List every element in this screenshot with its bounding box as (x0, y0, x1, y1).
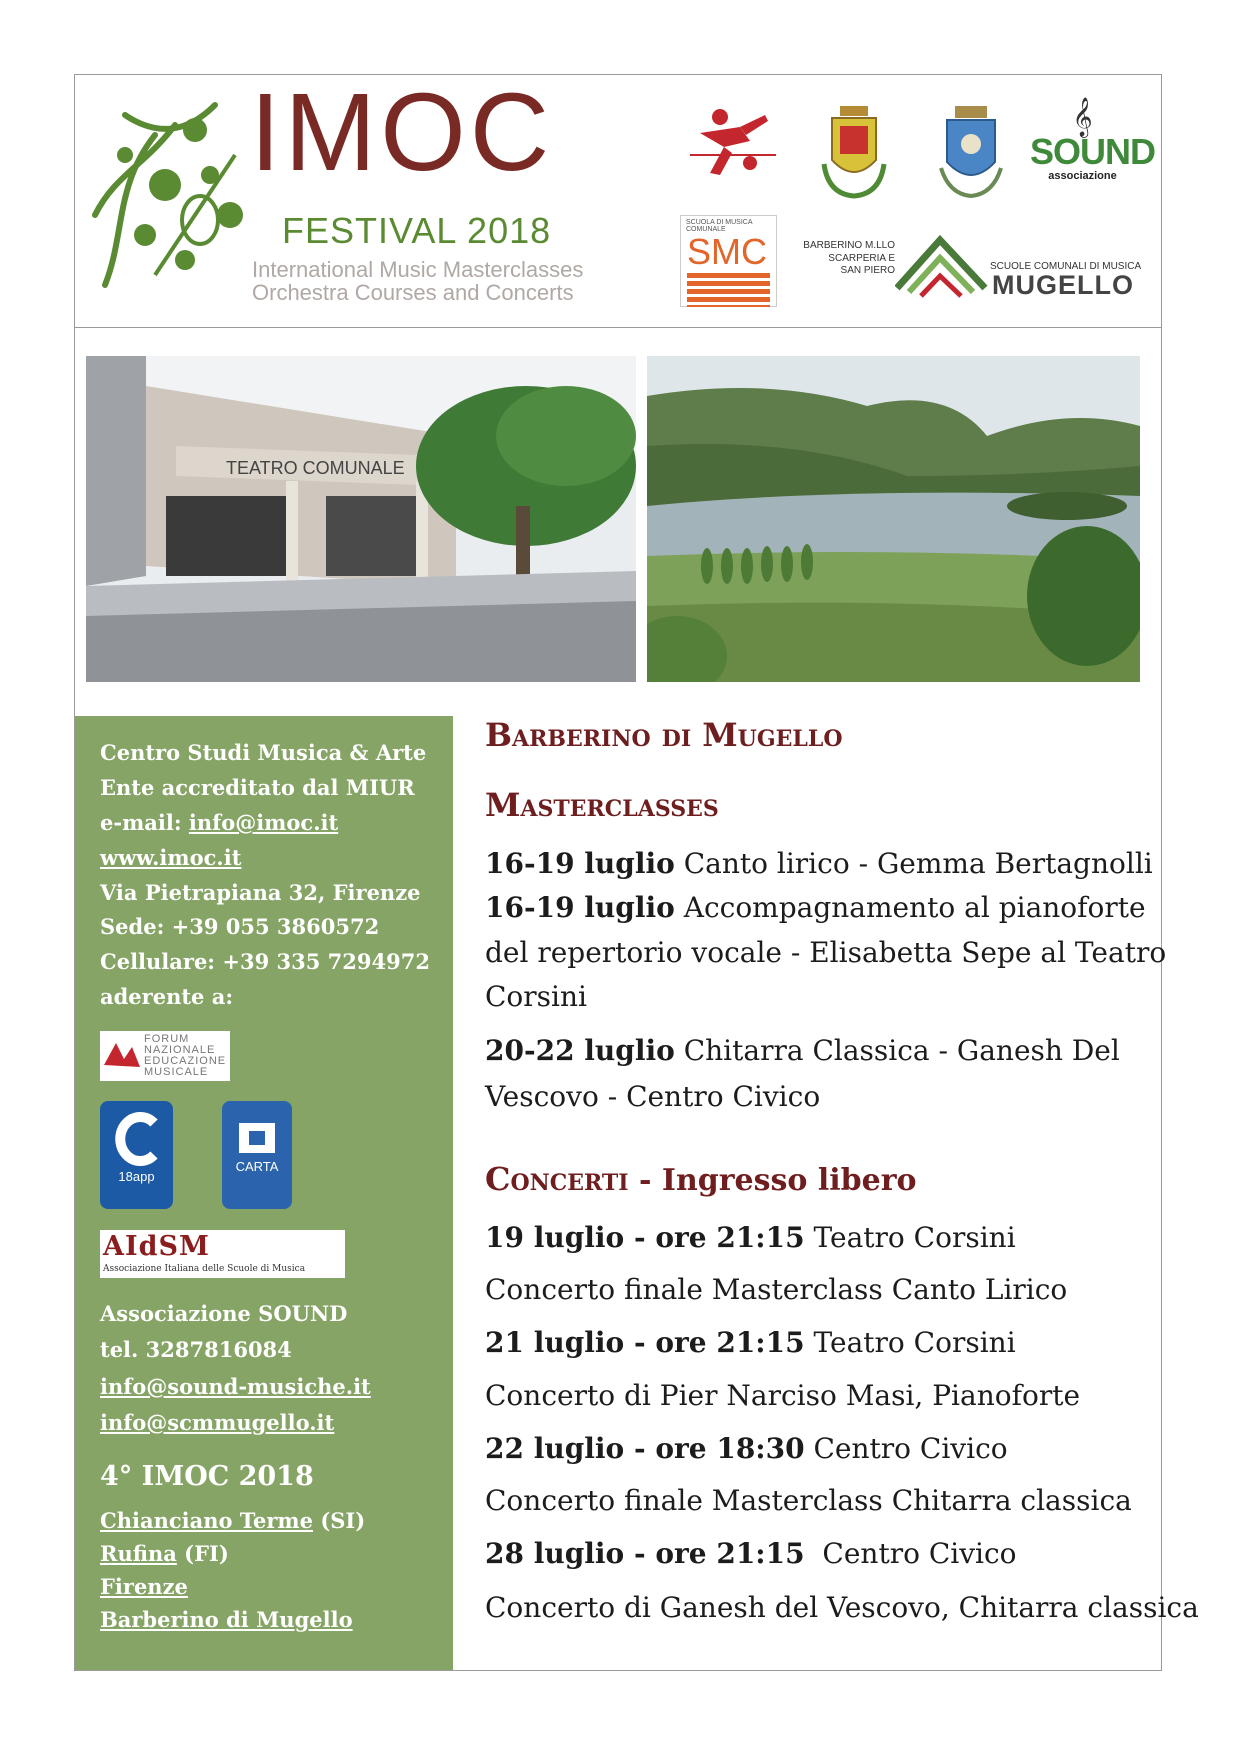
concerti-subtitle: - Ingresso libero (628, 1163, 917, 1198)
imoc-logo-title: IMOC (250, 71, 554, 194)
concert-line (485, 1326, 1016, 1359)
email-label: e-mail: (100, 810, 189, 835)
crest-barberino-icon (818, 104, 890, 202)
18app-label: 18app (118, 1169, 155, 1184)
lake-photo (647, 356, 1140, 682)
location-rufina (100, 1541, 229, 1566)
forum-text-line3: EDUCAZIONE (144, 1055, 227, 1067)
mugello-logo-towns (795, 240, 895, 278)
crest-scarperia-icon (935, 104, 1007, 202)
email-link[interactable]: info@imoc.it (188, 810, 339, 835)
location-province: (SI) (313, 1508, 366, 1533)
sound-email-link[interactable]: info@sound-musiche.it (100, 1374, 371, 1399)
forum-text-line1: FORUM (144, 1033, 190, 1045)
carta-docente-badge (222, 1101, 292, 1209)
masterclass-text: Accompagnamento al pianoforte (674, 891, 1146, 924)
concert-venue: Centro Civico (804, 1537, 1017, 1570)
location-link-chianciano[interactable]: Chianciano Terme (100, 1508, 314, 1533)
forum-logo-icon (102, 1037, 142, 1075)
sound-association-logo (1030, 97, 1156, 200)
concerti-heading (485, 1160, 917, 1198)
sound-logo-sub: associazione (1048, 170, 1117, 182)
partner-logo-red-figure (680, 103, 780, 183)
festival-title: FESTIVAL 2018 (282, 210, 552, 251)
location-province: (FI) (176, 1541, 229, 1566)
concert-time: - ore 18:30 (624, 1432, 805, 1465)
mugello-schools-logo (795, 228, 1140, 303)
org-address: Via Pietrapiana 32, Firenze (100, 880, 421, 905)
mugello-town-line2: SCARPERIA E (828, 252, 895, 264)
smc-logo (680, 215, 777, 307)
masterclass-line (485, 891, 1146, 924)
location-link-rufina[interactable]: Rufina (100, 1541, 177, 1566)
scm-email-link[interactable]: info@scmmugello.it (100, 1410, 335, 1435)
masterclass-date: 20-22 luglio (485, 1034, 675, 1067)
aidsm-logo-word: AIdSM (103, 1231, 210, 1262)
concert-line (485, 1537, 1017, 1570)
smc-stripes-icon (687, 273, 770, 307)
location-link-firenze[interactable]: Firenze (100, 1574, 188, 1599)
smc-logo-caption: SCUOLA DI MUSICA COMUNALE (686, 219, 753, 233)
theatre-sign-text: TEATRO COMUNALE (226, 458, 405, 478)
masterclass-date: 16-19 luglio (485, 891, 675, 924)
concerti-title: Concerti (485, 1160, 629, 1198)
concert-date: 22 luglio (485, 1432, 625, 1465)
concert-description: Concerto di Pier Narciso Masi, Pianoforte (485, 1379, 1081, 1412)
aidsm-badge (100, 1230, 345, 1278)
18app-badge (100, 1101, 173, 1209)
concert-time: - ore 21:15 (624, 1537, 805, 1570)
masterclass-date: 16-19 luglio (485, 847, 675, 880)
logo-subtitle-line1: International Music Masterclasses (252, 257, 584, 282)
org-mobile: Cellulare: +39 335 7294972 (100, 949, 430, 974)
mugello-town-line3: SAN PIERO (840, 265, 895, 276)
logo-subtitle-line2: Orchestra Courses and Concerts (252, 280, 574, 305)
concert-description: Concerto di Ganesh del Vescovo, Chitarra classica (485, 1591, 1199, 1624)
treble-clef-icon: 𝄞 (1072, 97, 1093, 137)
sound-logo-word: SOUND (1030, 131, 1156, 172)
concert-venue: Centro Civico (804, 1432, 1008, 1465)
concert-description: Concerto finale Masterclass Canto Lirico (485, 1273, 1068, 1306)
masterclasses-heading: Masterclasses (485, 786, 719, 824)
concert-venue: Teatro Corsini (804, 1221, 1016, 1254)
edition-title: 4° IMOC 2018 (100, 1461, 314, 1492)
concert-line (485, 1432, 1008, 1465)
masterclass-line: Vescovo - Centro Civico (485, 1080, 821, 1113)
forum-educazione-badge (100, 1031, 230, 1081)
forum-text-line4: MUSICALE (144, 1066, 209, 1078)
masterclass-line: del repertorio vocale - Elisabetta Sepe al Teatro (485, 936, 1167, 969)
concert-line (485, 1221, 1016, 1254)
member-of-label: aderente a: (100, 984, 234, 1009)
18app-logo-icon (112, 1111, 162, 1166)
theatre-photo (86, 356, 636, 682)
mugello-logo-top: SCUOLE COMUNALI DI MUSICA (990, 261, 1142, 272)
mugello-logo-word: MUGELLO (992, 270, 1134, 300)
forum-text-line2: NAZIONALE (144, 1044, 216, 1056)
org-email-line (100, 810, 338, 835)
concert-date: 21 luglio (485, 1326, 625, 1359)
carta-logo-icon (239, 1123, 275, 1153)
concert-description: Concerto finale Masterclass Chitarra classica (485, 1484, 1132, 1517)
sound-assoc-tel: tel. 3287816084 (100, 1337, 292, 1362)
masterclass-text: Canto lirico - Gemma Bertagnolli (674, 847, 1153, 880)
org-name: Centro Studi Musica & Arte (100, 740, 427, 765)
concert-venue: Teatro Corsini (804, 1326, 1016, 1359)
concert-date: 19 luglio (485, 1221, 625, 1254)
mugello-town-line1: BARBERINO M.LLO (803, 240, 895, 251)
concert-time: - ore 21:15 (624, 1326, 805, 1359)
org-phone: Sede: +39 055 3860572 (100, 914, 380, 939)
mountain-chevron-icon (895, 228, 995, 298)
website-link[interactable]: www.imoc.it (100, 845, 242, 870)
masterclass-text: Chitarra Classica - Ganesh Del (674, 1034, 1120, 1067)
smc-logo-word: SMC (687, 231, 767, 272)
forum-badge-text (144, 1034, 226, 1078)
carta-label: CARTA (235, 1159, 279, 1174)
concert-date: 28 luglio (485, 1537, 625, 1570)
aidsm-logo-sub: Associazione Italiana delle Scuole di Musica (103, 1264, 306, 1274)
masterclass-line (485, 1034, 1120, 1067)
location-link-barberino[interactable]: Barberino di Mugello (100, 1607, 353, 1632)
location-chianciano (100, 1508, 365, 1533)
place-title: Barberino di Mugello (485, 716, 843, 754)
imoc-emblem-icon (85, 95, 255, 295)
concert-time: - ore 21:15 (624, 1221, 805, 1254)
org-accreditation: Ente accreditato dal MIUR (100, 775, 415, 800)
masterclass-line: Corsini (485, 980, 587, 1013)
masterclass-line (485, 847, 1153, 880)
sound-assoc-name: Associazione SOUND (100, 1301, 348, 1326)
